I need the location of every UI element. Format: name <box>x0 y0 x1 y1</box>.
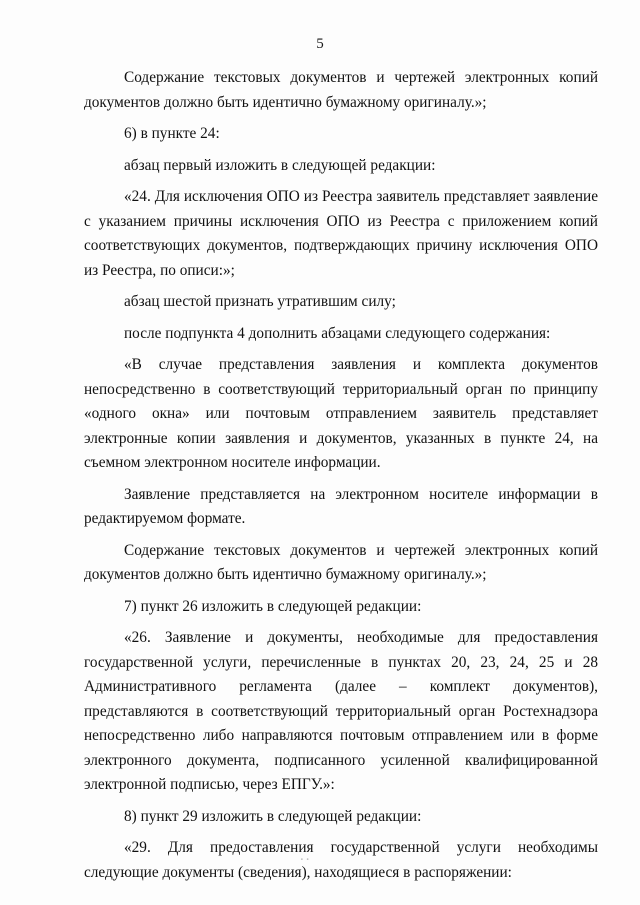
document-body <box>84 66 598 892</box>
paragraph-clause-26: «26. Заявление и документы, необходимые для предоставления государственной услуги, перечисленные в пунктах 20, 23, 24, 25 и 28 Административного регламента (далее – комплект документов), представляются в соответствующий территориальный орган Ростехнадзора непосредственно либо направляются почтовым отправлением или в форме электронного документа, подписанного усиленной квалифицированной электронной подписью, через ЕПГУ.»: <box>84 629 598 793</box>
paragraph-after-subitem-4: после подпункта 4 дополнить абзацами следующего содержания: <box>124 324 551 342</box>
paragraph-clause-24: «24. Для исключения ОПО из Реестра заявитель представляет заявление с указанием причины исключения ОПО из Реестра с приложением копий соответствующих документов, подтверждающих причину исключения ОПО из Реестра, по описи:»; <box>84 188 598 279</box>
paragraph-first-abzac: абзац первый изложить в следующей редакции: <box>124 156 436 174</box>
scan-speck: ∙∙ <box>300 856 312 863</box>
paragraph-sixth-abzac: абзац шестой признать утратившим силу; <box>124 293 396 310</box>
paragraph-copies-identical-2: Содержание текстовых документов и чертежей электронных копий документов должно быть идентично бумажному оригиналу.»; <box>84 541 598 583</box>
paragraph-one-window: «В случае представления заявления и комплекта документов непосредственно в соответствующий территориальный орган по принципу «одного окна» или почтовым отправлением заявитель представляет электронные копии заявления и документов, указанных в пункте 24, на съемном электронном носителе информации. <box>84 356 598 471</box>
page-number: 5 <box>316 36 324 52</box>
paragraph-item-7: 7) пункт 26 изложить в следующей редакции: <box>124 597 422 615</box>
paragraph-copies-identical-1: Содержание текстовых документов и чертежей электронных копий документов должно быть идентично бумажному оригиналу.»; <box>84 69 598 111</box>
paragraph-editable-format: Заявление представляется на электронном носителе информации в редактируемом формате. <box>84 485 598 527</box>
paragraph-item-6: 6) в пункте 24: <box>124 125 220 142</box>
paragraph-item-8: 8) пункт 29 изложить в следующей редакции: <box>124 807 422 825</box>
paragraph-clause-29: «29. Для предоставления государственной услуги необходимы следующие документы (сведения), находящиеся в распоряжении: <box>84 839 598 881</box>
